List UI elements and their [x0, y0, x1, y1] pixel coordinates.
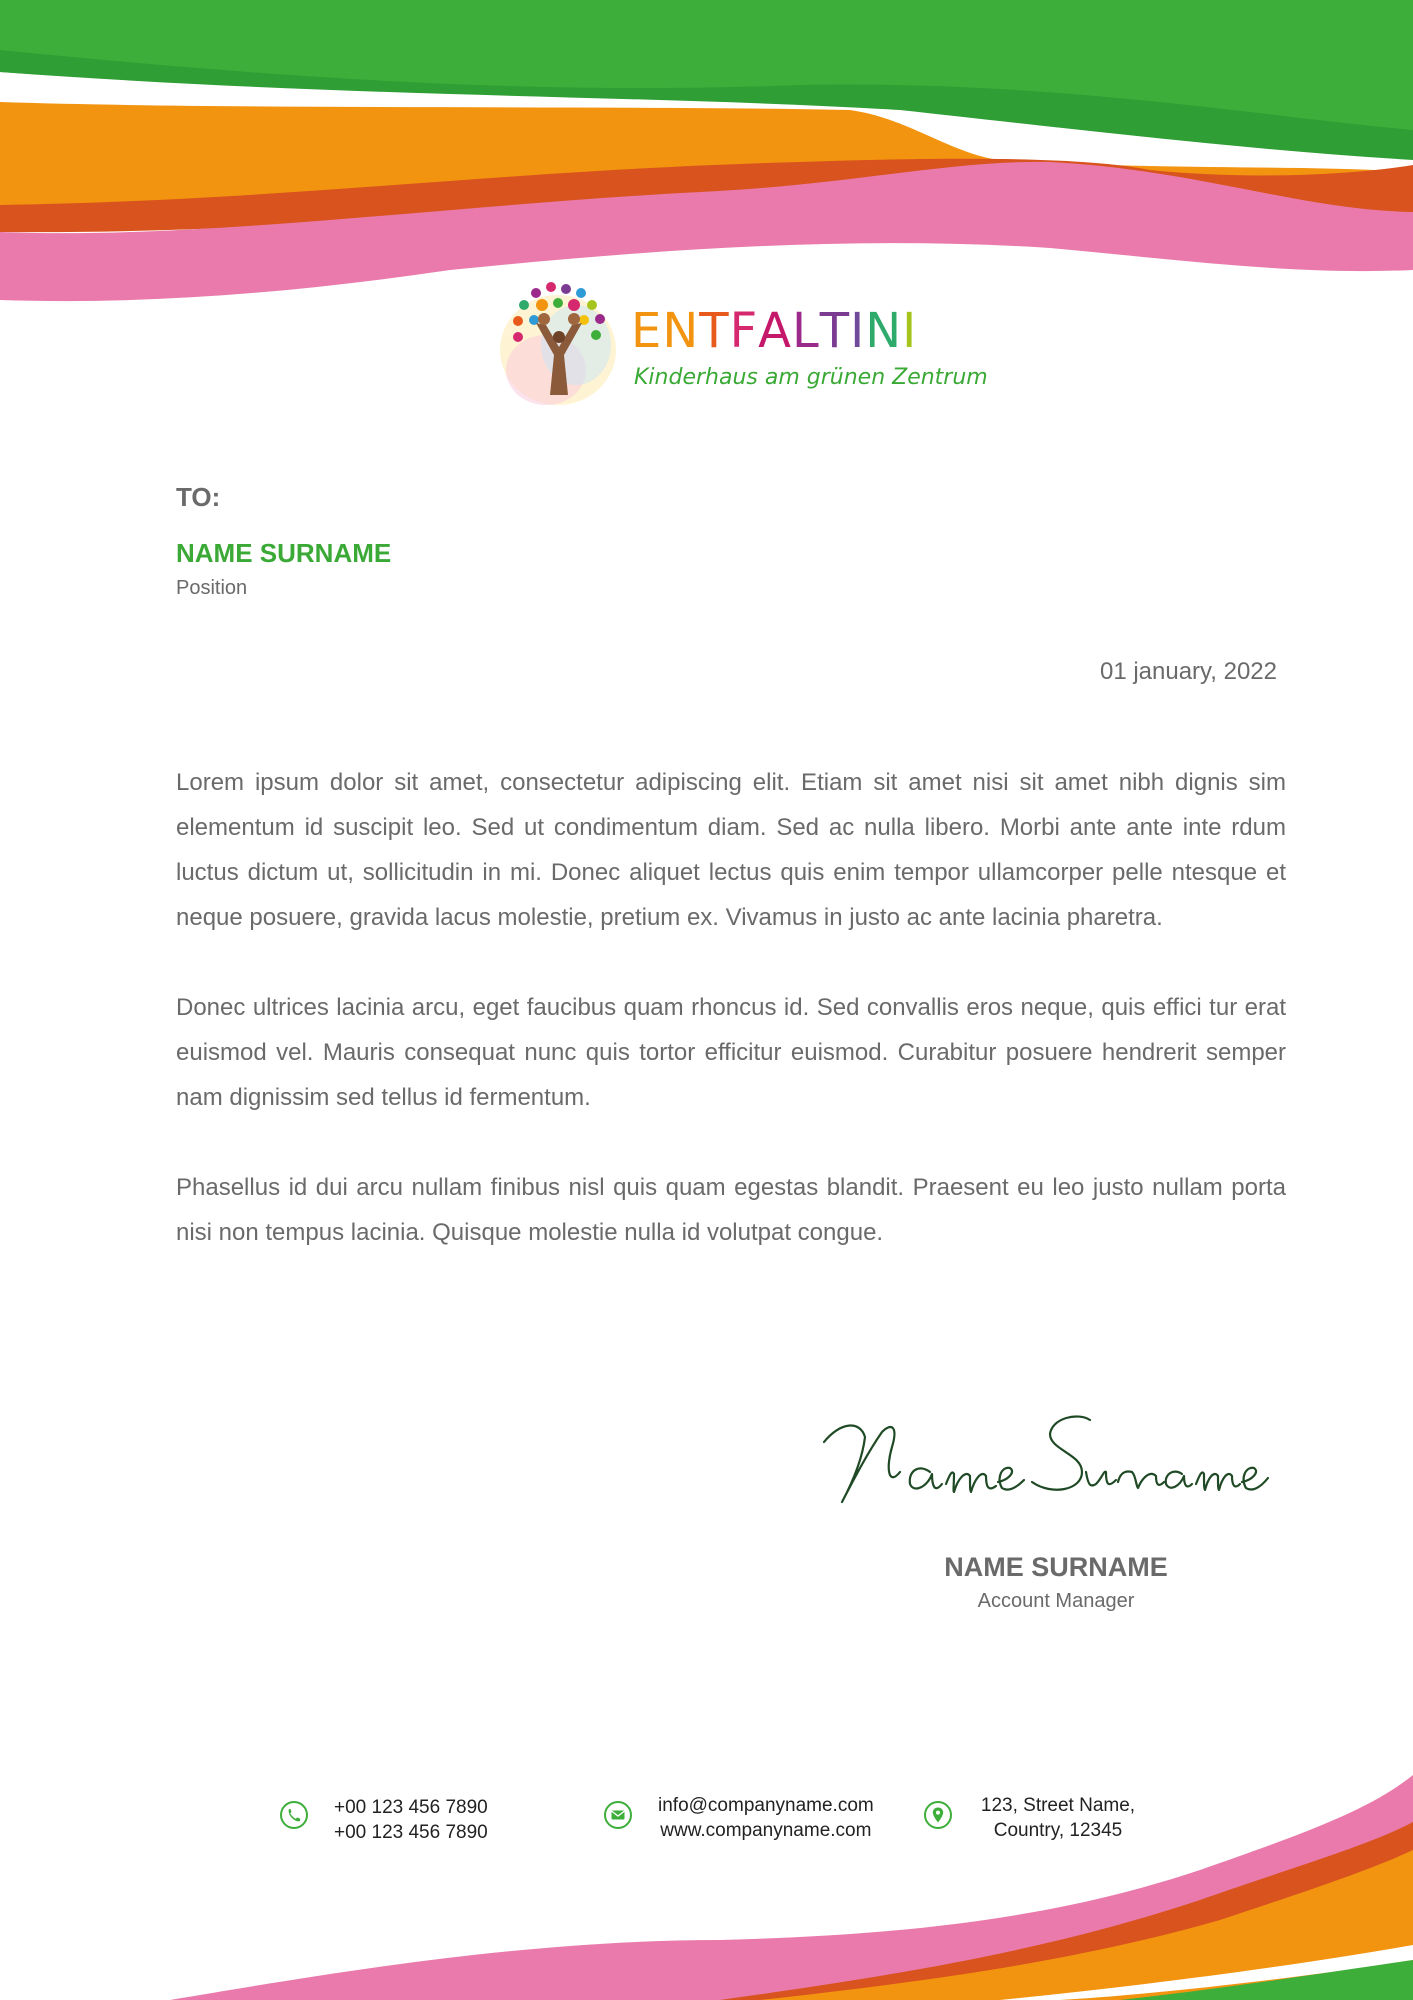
recipient-position: Position: [176, 577, 248, 599]
brand-letter: I: [902, 303, 918, 359]
website-url[interactable]: www.companyname.com: [660, 1820, 872, 1841]
letter-body: [176, 760, 1286, 1300]
footer-waves: [0, 1760, 1413, 2000]
brand-letter: F: [729, 303, 759, 359]
recipient-name: NAME SURNAME: [176, 538, 392, 568]
brand-tagline: Kinderhaus am grünen Zentrum: [634, 365, 988, 390]
address-line: Country, 12345: [993, 1820, 1123, 1841]
brand-letter: E: [631, 303, 663, 359]
brand-letter: T: [819, 303, 851, 359]
body-paragraph: Phasellus id dui arcu nullam finibus nisl quis quam egestas blandit. Praesent eu leo justo nullam porta nisi non tempus lacinia. Quisque molestie nulla id volutpat congue.: [176, 1174, 1286, 1246]
body-paragraph: Lorem ipsum dolor sit amet, consectetur adipiscing elit. Etiam sit amet nisi sit amet nibh dignis sim elementum id suscipit leo. Sed ut condimentum diam. Sed ac nulla libero. Morbi ante ante inte rdum luctus dictum ut, sollicitudin in mi. Donec aliquet lectus quis enim tempor ullamcorper pelle ntesque et neque posuere, gravida lacus molestie, pretium ex. Vivamus in justo ac ante lacinia pharetra.: [176, 769, 1286, 931]
brand-name: [631, 303, 918, 359]
address-line: 123, Street Name,: [980, 1795, 1136, 1816]
sender-title: Account Manager: [977, 1590, 1135, 1612]
phone-line: +00 123 456 7890: [334, 1822, 488, 1843]
brand-letter: A: [758, 303, 793, 359]
body-paragraph: Donec ultrices lacinia arcu, eget faucibus quam rhoncus id. Sed convallis eros neque, quis effici tur erat euismod vel. Mauris consequat nunc quis tortor efficitur euismod. Curabitur posuere hendrerit semper nam dignissim sed tellus id fermentum.: [176, 994, 1286, 1111]
brand-letter: N: [865, 303, 903, 359]
brand-letter: I: [850, 303, 866, 359]
sender-name: NAME SURNAME: [944, 1552, 1168, 1582]
recipient-label: TO:: [176, 482, 221, 512]
email-address[interactable]: info@companyname.com: [658, 1795, 874, 1816]
phone-line: +00 123 456 7890: [334, 1797, 488, 1818]
letter-date: 01 january, 2022: [1099, 658, 1277, 685]
handwritten-signature: [820, 1392, 1270, 1512]
header-waves: [0, 0, 1413, 320]
brand-letter: L: [792, 303, 820, 359]
tree-logo-icon: [496, 275, 626, 410]
brand-letter: T: [699, 303, 730, 359]
company-logo: [496, 275, 988, 410]
brand-letter: N: [662, 303, 700, 359]
